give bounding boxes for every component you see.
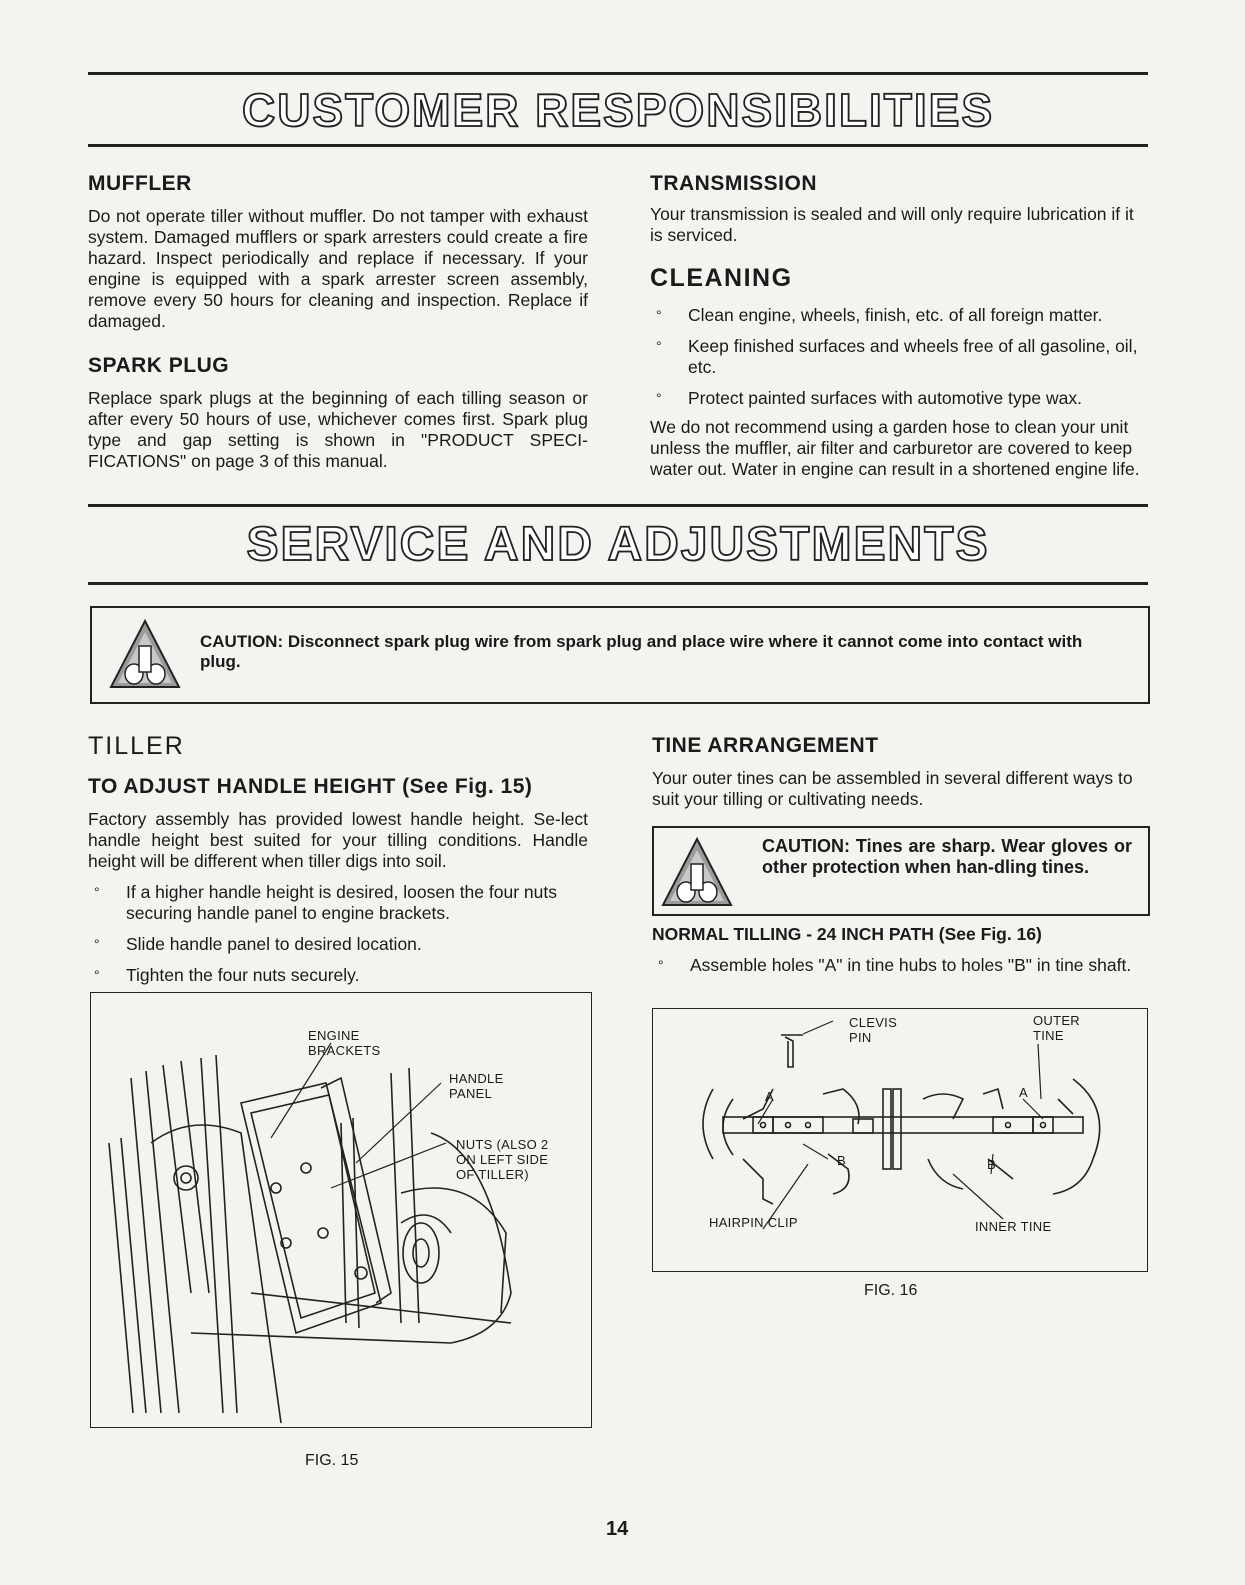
- warning-icon: [660, 836, 734, 908]
- spark-plug-heading: SPARK PLUG: [88, 354, 230, 377]
- muffler-text: Do not operate tiller without muffler. Do not tamper with exhaust system. Damaged mufflers or spark arresters could create a fire hazard. Inspect periodically and replace if necessary. If your engine is equipped with a spark arrester screen assembly, remove every 50 hours for cleaning and inspection. Replace if damaged.: [88, 206, 588, 331]
- figure-16-frame: [652, 1008, 1148, 1272]
- normal-tilling-list: [652, 955, 1152, 976]
- engine-brackets-label: [308, 1028, 380, 1058]
- list-item: ° Tighten the four nuts securely.: [88, 965, 588, 986]
- figure-15-frame: [90, 992, 592, 1428]
- tiller-text: Factory assembly has provided lowest handle height. Se-lect handle height best suited for your tilling conditions. Handle height will be different when tiller digs into soil.: [88, 809, 588, 871]
- tiller-section: [88, 732, 588, 996]
- tine-arrangement-heading: TINE ARRANGEMENT: [652, 734, 879, 757]
- caution-box-main: [90, 606, 1150, 704]
- list-item: ° Assemble holes "A" in tine hubs to holes "B" in tine shaft.: [652, 955, 1152, 976]
- spark-plug-text: Replace spark plugs at the beginning of each tilling season or after every 50 hours of use, whichever comes first. Spark plug type and gap setting is shown in "PRODUCT SPECI-FICATIONS" on page 3 of this manual.: [88, 388, 588, 471]
- list-item: ° Clean engine, wheels, finish, etc. of all foreign matter.: [650, 305, 1150, 326]
- tine-assembly-illustration: [653, 1009, 1147, 1271]
- cleaning-text: We do not recommend using a garden hose to clean your unit unless the muffler, air filter and carburetor are covered to keep water out. Water in engine can result in a shortened engine life.: [650, 417, 1140, 479]
- label-line: HANDLE: [449, 1071, 504, 1086]
- outer-tine-label: [1033, 1013, 1080, 1043]
- transmission-heading: TRANSMISSION: [650, 172, 818, 195]
- handle-panel-label: [449, 1071, 504, 1101]
- muffler-section: [88, 172, 588, 472]
- label-line: ENGINE: [308, 1028, 360, 1043]
- tine-arrangement-text: Your outer tines can be assembled in several different ways to suit your tilling or cultivating needs.: [652, 768, 1133, 809]
- list-item: ° Protect painted surfaces with automotive type wax.: [650, 388, 1150, 409]
- inner-tine-label: INNER TINE: [975, 1219, 1052, 1234]
- label-line: NUTS (ALSO 2: [456, 1137, 549, 1152]
- transmission-text: Your transmission is sealed and will only require lubrication if it is serviced.: [650, 204, 1134, 245]
- list-item: ° Keep finished surfaces and wheels free of all gasoline, oil, etc.: [650, 336, 1150, 378]
- banner-customer-responsibilities: CUSTOMER RESPONSIBILITIES: [241, 84, 995, 136]
- label-line: TINE: [1033, 1028, 1064, 1043]
- tiller-heading: TILLER: [88, 732, 185, 760]
- top-rule-lower: [88, 144, 1148, 147]
- hole-b-left-label: B: [837, 1153, 846, 1168]
- clevis-pin-label: [849, 1015, 897, 1045]
- nuts-label: [456, 1137, 548, 1182]
- banner-service-adjustments: SERVICE AND ADJUSTMENTS: [246, 518, 990, 571]
- label-line: OUTER: [1033, 1013, 1080, 1028]
- figure-15-caption: FIG. 15: [305, 1452, 359, 1469]
- figure-16-caption: FIG. 16: [864, 1282, 918, 1299]
- cleaning-heading: CLEANING: [650, 264, 793, 292]
- cleaning-list: [650, 305, 1150, 409]
- normal-tilling-section: [652, 924, 1152, 986]
- warning-icon: [108, 618, 182, 690]
- transmission-section: [650, 172, 1150, 480]
- muffler-heading: MUFFLER: [88, 172, 192, 195]
- tiller-list: [88, 882, 588, 986]
- tiller-handle-illustration: [91, 993, 591, 1427]
- caution-tines-text: CAUTION: Tines are sharp. Wear gloves or other protection when han-dling tines.: [762, 836, 1132, 877]
- hole-a-right-label: A: [1019, 1085, 1028, 1100]
- label-line: PIN: [849, 1030, 872, 1045]
- hole-b-right-label: B: [987, 1157, 996, 1172]
- label-line: PANEL: [449, 1086, 493, 1101]
- hole-a-left-label: A: [765, 1089, 774, 1104]
- list-item: ° Slide handle panel to desired location.: [88, 934, 588, 955]
- hairpin-clip-label: HAIRPIN CLIP: [709, 1215, 798, 1230]
- top-rule-upper: [88, 72, 1148, 75]
- tine-arrangement-section: [652, 734, 1152, 810]
- label-line: CLEVIS: [849, 1015, 898, 1030]
- adjust-handle-heading: TO ADJUST HANDLE HEIGHT (See Fig. 15): [88, 775, 533, 798]
- caution-box-tines: [652, 826, 1150, 916]
- label-line: BRACKETS: [308, 1043, 381, 1058]
- service-rule-upper: [88, 504, 1148, 507]
- label-line: OF TILLER): [456, 1167, 529, 1182]
- page-number: 14: [606, 1518, 629, 1540]
- list-item: ° If a higher handle height is desired, loosen the four nuts securing handle panel to engine brackets.: [88, 882, 588, 924]
- service-rule-lower: [88, 582, 1148, 585]
- normal-tilling-heading: NORMAL TILLING - 24 INCH PATH (See Fig. 16): [652, 924, 1042, 944]
- caution-main-text: CAUTION: Disconnect spark plug wire from spark plug and place wire where it cannot come into contact with plug.: [200, 632, 1083, 671]
- label-line: ON LEFT SIDE: [456, 1152, 549, 1167]
